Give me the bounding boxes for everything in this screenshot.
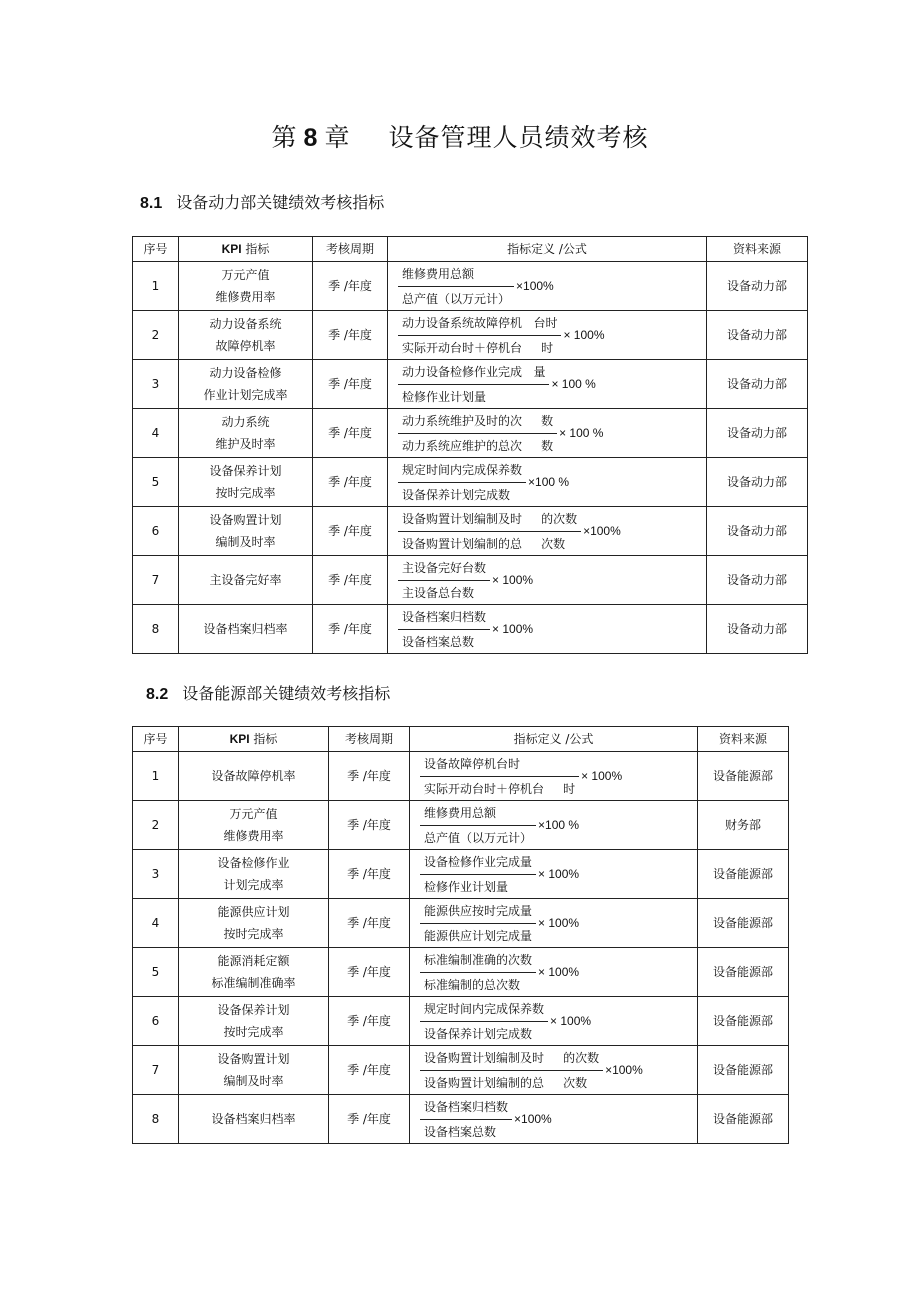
header-kpi [179,237,313,262]
formula-fraction [398,508,581,555]
section-heading-1 [140,190,384,213]
formula-cell [410,997,698,1046]
formula-cell [410,948,698,997]
row-period: 季 /年度 [329,899,410,948]
formula-numerator: 设备购置计划编制及时 的次数 [420,1047,603,1071]
kpi-name-line1: 设备检修作业 [217,856,290,870]
formula-multiplier: ×100 % [528,475,570,489]
table-row [133,360,808,409]
row-period: 季 /年度 [313,311,388,360]
kpi-name-line2: 标准编制准确率 [211,976,296,990]
row-seq: 8 [133,1095,179,1144]
formula-numerator: 能源供应按时完成量 [420,900,536,924]
formula-cell [388,458,707,507]
formula-fraction [398,606,490,653]
kpi-name-line1: 万元产值 [221,268,270,282]
kpi-name-line2: 编制及时率 [223,1074,284,1088]
formula-multiplier: ×100% [514,1112,552,1126]
formula-fraction [398,459,526,506]
kpi-name-line1: 能源供应计划 [217,905,290,919]
kpi-name-cell [179,752,329,801]
kpi-name-line1: 设备保养计划 [217,1003,290,1017]
row-seq: 7 [133,1046,179,1095]
header-definition: 指标定义 /公式 [388,237,707,262]
kpi-name-cell [179,1095,329,1144]
table-row [133,507,808,556]
row-seq: 1 [133,262,179,311]
formula-multiplier: × 100% [581,769,623,783]
formula-denominator: 设备档案总数 [402,634,475,649]
header-source: 资料来源 [698,727,789,752]
formula-denominator: 总产值（以万元计） [424,830,533,845]
kpi-name-line2: 编制及时率 [215,535,276,549]
table-row [133,899,789,948]
row-seq: 1 [133,752,179,801]
kpi-name-cell [179,458,313,507]
kpi-name-line2: 维修费用率 [215,290,276,304]
kpi-name: 主设备完好率 [209,573,282,587]
table-row [133,801,789,850]
formula-fraction [398,410,557,457]
formula-cell [388,409,707,458]
formula-denominator: 设备档案总数 [424,1124,497,1139]
formula-fraction [420,802,536,849]
formula-multiplier: ×100% [605,1063,643,1077]
formula-fraction [398,263,514,310]
formula-multiplier: × 100% [492,573,534,587]
kpi-name-cell [179,605,313,654]
header-kpi-label: KPI [221,242,242,256]
formula-numerator: 设备档案归档数 [398,606,490,630]
row-source: 设备能源部 [698,1046,789,1095]
row-seq: 2 [133,801,179,850]
header-kpi-suffix: 指标 [241,242,270,256]
table-row [133,311,808,360]
row-source: 设备动力部 [707,409,808,458]
formula-cell [388,311,707,360]
formula-fraction [398,557,490,604]
row-source: 设备能源部 [698,752,789,801]
row-source: 设备动力部 [707,605,808,654]
kpi-name-line2: 维修费用率 [223,829,284,843]
formula-numerator: 动力系统维护及时的次 数 [398,410,557,434]
kpi-name-cell [179,311,313,360]
row-source: 设备动力部 [707,360,808,409]
formula-denominator: 实际开动台时＋停机台 时 [424,781,576,796]
row-source: 财务部 [698,801,789,850]
table-row [133,997,789,1046]
formula-multiplier: × 100 % [551,377,596,391]
row-source: 设备能源部 [698,1095,789,1144]
row-source: 设备能源部 [698,899,789,948]
kpi-name-line2: 作业计划完成率 [203,388,288,402]
formula-fraction [420,900,536,947]
row-source: 设备动力部 [707,262,808,311]
formula-numerator: 动力设备检修作业完成 量 [398,361,549,385]
row-seq: 4 [133,899,179,948]
section-number: 8.2 [146,686,169,703]
formula-denominator: 设备保养计划完成数 [424,1026,533,1041]
table-row [133,752,789,801]
kpi-table-equipment-power [132,236,808,654]
kpi-table-equipment-energy [132,726,789,1144]
header-definition: 指标定义 /公式 [410,727,698,752]
formula-multiplier: × 100% [538,867,580,881]
row-period: 季 /年度 [313,360,388,409]
formula-multiplier: ×100% [583,524,621,538]
formula-cell [388,556,707,605]
kpi-name-line2: 计划完成率 [223,878,284,892]
row-seq: 5 [133,948,179,997]
row-source: 设备能源部 [698,850,789,899]
formula-multiplier: × 100% [550,1014,592,1028]
row-period: 季 /年度 [313,262,388,311]
formula-cell [388,507,707,556]
formula-fraction [420,1096,512,1143]
table-row [133,262,808,311]
table-row [133,850,789,899]
formula-cell [410,850,698,899]
formula-cell [410,899,698,948]
section-title: 设备能源部关键绩效考核指标 [182,684,391,703]
formula-denominator: 检修作业计划量 [424,879,509,894]
header-period: 考核周期 [329,727,410,752]
formula-cell [388,605,707,654]
formula-cell [410,1046,698,1095]
formula-multiplier: ×100% [516,279,554,293]
row-source: 设备动力部 [707,507,808,556]
formula-cell [410,801,698,850]
formula-fraction [420,753,579,800]
table-row [133,409,808,458]
formula-denominator: 动力系统应维护的总次 数 [402,438,554,453]
formula-cell [410,1095,698,1144]
header-source: 资料来源 [707,237,808,262]
table-header-row [133,727,789,752]
kpi-name-line1: 设备购置计划 [209,513,282,527]
formula-numerator: 维修费用总额 [398,263,514,287]
formula-multiplier: × 100% [492,622,534,636]
kpi-name-line1: 设备保养计划 [209,464,282,478]
formula-multiplier: ×100 % [538,818,580,832]
formula-denominator: 总产值（以万元计） [402,291,511,306]
formula-multiplier: × 100% [538,916,580,930]
formula-denominator: 检修作业计划量 [402,389,487,404]
kpi-name-line2: 按时完成率 [223,927,284,941]
header-kpi-label: KPI [229,732,250,746]
formula-fraction [420,949,536,996]
chapter-suffix: 章 [324,123,351,152]
kpi-name-line1: 设备购置计划 [217,1052,290,1066]
formula-cell [388,262,707,311]
formula-numerator: 设备故障停机台时 [420,753,579,777]
kpi-name-cell [179,507,313,556]
kpi-name-cell [179,360,313,409]
formula-numerator: 动力设备系统故障停机 台时 [398,312,561,336]
row-period: 季 /年度 [329,752,410,801]
kpi-name-line2: 故障停机率 [215,339,276,353]
kpi-name-line2: 按时完成率 [215,486,276,500]
formula-multiplier: × 100% [538,965,580,979]
row-seq: 3 [133,850,179,899]
table-row [133,458,808,507]
kpi-name: 设备档案归档率 [203,622,288,636]
section-title: 设备动力部关键绩效考核指标 [176,193,385,212]
formula-numerator: 设备检修作业完成量 [420,851,536,875]
header-period: 考核周期 [313,237,388,262]
formula-cell [410,752,698,801]
row-period: 季 /年度 [313,507,388,556]
formula-cell [388,360,707,409]
row-seq: 7 [133,556,179,605]
row-period: 季 /年度 [329,850,410,899]
formula-fraction [420,851,536,898]
row-period: 季 /年度 [329,948,410,997]
chapter-number: 8 [303,124,319,152]
kpi-name-line1: 能源消耗定额 [217,954,290,968]
formula-denominator: 能源供应计划完成量 [424,928,533,943]
row-source: 设备能源部 [698,997,789,1046]
formula-numerator: 维修费用总额 [420,802,536,826]
formula-numerator: 标准编制准确的次数 [420,949,536,973]
formula-numerator: 主设备完好台数 [398,557,490,581]
row-seq: 2 [133,311,179,360]
header-kpi-suffix: 指标 [249,732,278,746]
kpi-name-line2: 维护及时率 [215,437,276,451]
formula-fraction [398,312,561,359]
formula-denominator: 设备购置计划编制的总 次数 [424,1075,588,1090]
kpi-name: 设备档案归档率 [211,1112,296,1126]
header-kpi [179,727,329,752]
row-period: 季 /年度 [329,1046,410,1095]
table-row [133,605,808,654]
kpi-name-cell [179,997,329,1046]
table-header-row [133,237,808,262]
row-source: 设备动力部 [707,311,808,360]
row-period: 季 /年度 [313,458,388,507]
formula-fraction [420,998,548,1045]
row-period: 季 /年度 [313,605,388,654]
formula-numerator: 规定时间内完成保养数 [420,998,548,1022]
kpi-name-line1: 动力设备系统 [209,317,282,331]
row-seq: 6 [133,997,179,1046]
kpi-name-cell [179,262,313,311]
row-source: 设备动力部 [707,458,808,507]
formula-denominator: 设备保养计划完成数 [402,487,511,502]
table-row [133,1095,789,1144]
row-period: 季 /年度 [329,801,410,850]
kpi-name-line1: 动力系统 [221,415,270,429]
formula-denominator: 主设备总台数 [402,585,475,600]
row-period: 季 /年度 [329,1095,410,1144]
kpi-name-cell [179,1046,329,1095]
row-seq: 3 [133,360,179,409]
formula-denominator: 标准编制的总次数 [424,977,521,992]
header-seq: 序号 [133,727,179,752]
chapter-prefix: 第 [271,123,298,152]
kpi-name-cell [179,556,313,605]
formula-numerator: 设备购置计划编制及时 的次数 [398,508,581,532]
chapter-title-text: 设备管理人员绩效考核 [388,123,649,152]
kpi-name-line1: 万元产值 [229,807,278,821]
kpi-name-cell [179,948,329,997]
kpi-name-cell [179,409,313,458]
row-seq: 4 [133,409,179,458]
row-seq: 8 [133,605,179,654]
header-seq: 序号 [133,237,179,262]
row-period: 季 /年度 [313,409,388,458]
row-seq: 5 [133,458,179,507]
kpi-name-line2: 按时完成率 [223,1025,284,1039]
formula-denominator: 设备购置计划编制的总 次数 [402,536,566,551]
formula-numerator: 设备档案归档数 [420,1096,512,1120]
formula-fraction [420,1047,603,1094]
kpi-name-cell [179,850,329,899]
kpi-name-cell [179,899,329,948]
section-number: 8.1 [140,195,163,212]
kpi-name: 设备故障停机率 [211,769,296,783]
table-row [133,1046,789,1095]
row-period: 季 /年度 [329,997,410,1046]
row-source: 设备能源部 [698,948,789,997]
table-row [133,556,808,605]
formula-numerator: 规定时间内完成保养数 [398,459,526,483]
chapter-title [0,118,920,154]
row-period: 季 /年度 [313,556,388,605]
kpi-name-line1: 动力设备检修 [209,366,282,380]
formula-denominator: 实际开动台时＋停机台 时 [402,340,554,355]
row-source: 设备动力部 [707,556,808,605]
kpi-name-cell [179,801,329,850]
section-heading-2 [146,681,390,704]
formula-multiplier: × 100 % [559,426,604,440]
formula-multiplier: × 100% [563,328,605,342]
formula-fraction [398,361,549,408]
row-seq: 6 [133,507,179,556]
table-row [133,948,789,997]
